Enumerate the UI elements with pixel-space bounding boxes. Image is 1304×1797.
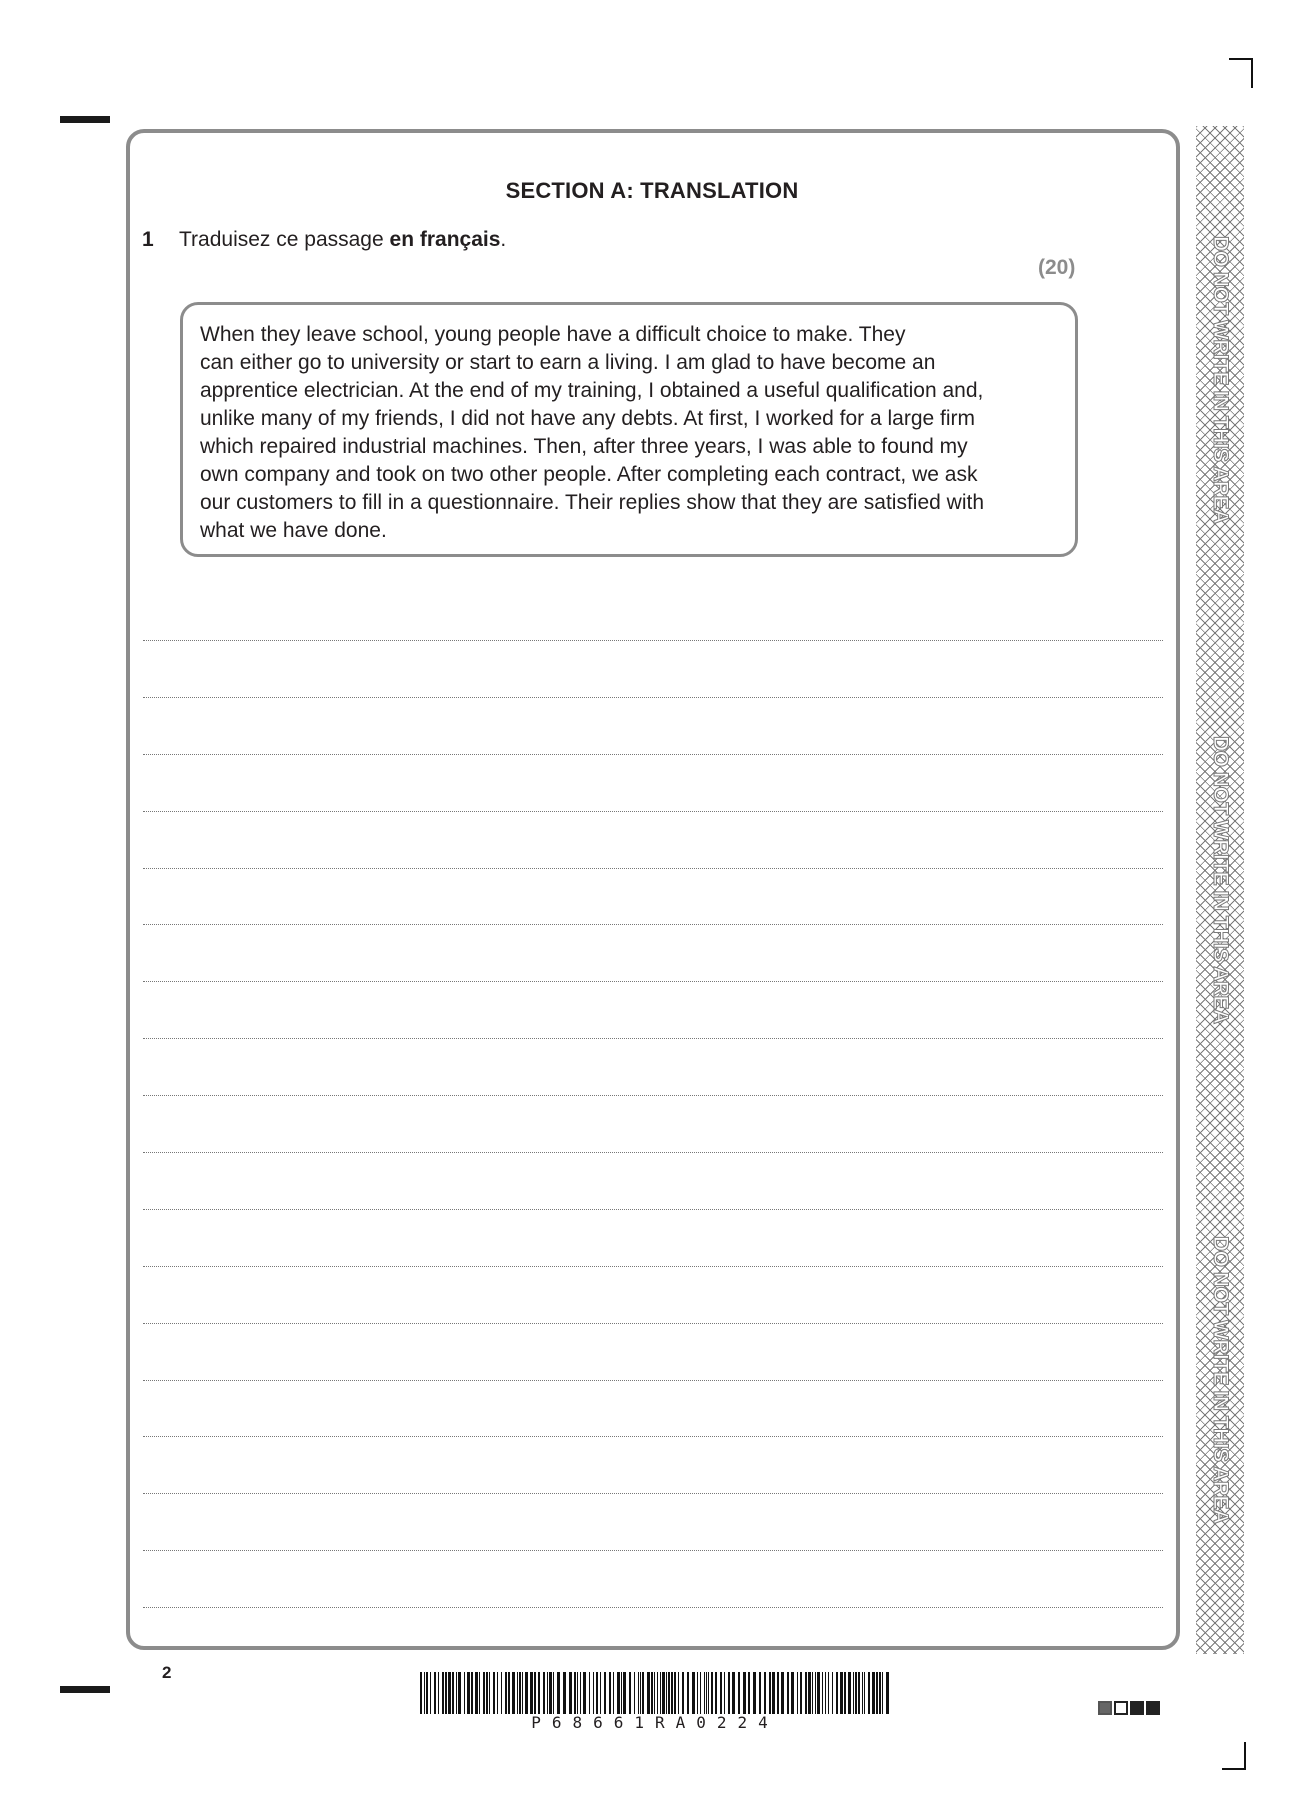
barcode-bar bbox=[836, 1672, 838, 1716]
answer-line[interactable] bbox=[143, 1266, 1163, 1323]
barcode-bar bbox=[812, 1672, 813, 1716]
barcode-bar bbox=[458, 1672, 461, 1716]
barcode-bar bbox=[609, 1672, 611, 1716]
barcode-bar bbox=[621, 1672, 622, 1716]
barcode-bar bbox=[438, 1672, 439, 1716]
barcode-bar bbox=[580, 1672, 581, 1716]
barcode-bar bbox=[848, 1672, 851, 1716]
barcode-bar bbox=[692, 1672, 695, 1716]
barcode-bar bbox=[508, 1672, 510, 1716]
barcode-bar bbox=[724, 1672, 725, 1716]
barcode-bar bbox=[759, 1672, 761, 1716]
answer-line[interactable] bbox=[143, 754, 1163, 811]
barcode-bar bbox=[872, 1672, 875, 1716]
barcode-bar bbox=[497, 1672, 498, 1716]
barcode-bar bbox=[787, 1672, 789, 1716]
passage-box bbox=[180, 302, 1078, 557]
barcode-bar bbox=[706, 1672, 707, 1716]
barcode-bar bbox=[715, 1672, 717, 1716]
barcode-bar bbox=[549, 1672, 552, 1716]
barcode-bar bbox=[815, 1672, 816, 1716]
crop-mark-bottom-right-h bbox=[1222, 1768, 1246, 1770]
barcode-bar bbox=[493, 1672, 495, 1716]
barcode-bar bbox=[647, 1672, 650, 1716]
barcode-bar bbox=[753, 1672, 756, 1716]
barcode-bar bbox=[483, 1672, 485, 1716]
barcode-bar bbox=[682, 1672, 684, 1716]
barcode-bar bbox=[430, 1672, 431, 1716]
barcode-bar bbox=[678, 1672, 679, 1716]
barcode-bar bbox=[687, 1672, 689, 1716]
barcode-bar bbox=[844, 1672, 846, 1716]
barcode-bar bbox=[557, 1672, 560, 1716]
barcode-bar bbox=[534, 1672, 536, 1716]
barcode-bar bbox=[442, 1672, 444, 1716]
barcode-bar bbox=[738, 1672, 740, 1716]
answer-line[interactable] bbox=[143, 1323, 1163, 1380]
answer-lines[interactable] bbox=[143, 640, 1163, 1664]
marker-square bbox=[1130, 1701, 1144, 1715]
barcode-bar bbox=[634, 1672, 635, 1716]
barcode-text: P68661RA0224 bbox=[420, 1714, 890, 1732]
barcode-bar bbox=[808, 1672, 811, 1716]
barcode-bar bbox=[720, 1672, 722, 1716]
barcode-bar bbox=[668, 1672, 670, 1716]
barcode-bar bbox=[424, 1672, 425, 1716]
barcode-bar bbox=[471, 1672, 473, 1716]
barcode-bar bbox=[828, 1672, 829, 1716]
barcode-bar bbox=[886, 1672, 889, 1716]
passage-text: When they leave school, young people have a difficult choice to make. They can either go to university or start to earn a living. I am glad to have become an apprentice electrician. At the end of my training, I obtained a useful qualification and, unlike many of my friends, I did not have any debts. At first, I worked for a large firm which repaired industrial machines. Then, after three years, I was able to found my own company and took on two other people. After completing each contract, we ask our customers to fill in a questionnaire. Their replies show that they are satisfied with what we have done. bbox=[200, 323, 984, 542]
barcode-bar bbox=[791, 1672, 794, 1716]
margin-warning-2: DO NOT WRITE IN THIS AREA bbox=[1209, 736, 1232, 1024]
answer-line[interactable] bbox=[143, 1550, 1163, 1607]
answer-line[interactable] bbox=[143, 1493, 1163, 1550]
barcode-bar bbox=[617, 1672, 620, 1716]
barcode-bar bbox=[589, 1672, 590, 1716]
barcode-bar bbox=[671, 1672, 673, 1716]
barcode-bar bbox=[651, 1672, 653, 1716]
answer-line[interactable] bbox=[143, 697, 1163, 754]
barcode-bar bbox=[596, 1672, 598, 1716]
answer-line[interactable] bbox=[143, 868, 1163, 925]
barcode-bar bbox=[743, 1672, 746, 1716]
barcode-bar bbox=[574, 1672, 576, 1716]
edge-bar-bottom bbox=[60, 1686, 110, 1693]
question-marks: (20) bbox=[1038, 256, 1076, 279]
barcode-bar bbox=[855, 1672, 857, 1716]
barcode-bar bbox=[489, 1672, 490, 1716]
barcode-bar bbox=[525, 1672, 528, 1716]
page-number: 2 bbox=[162, 1663, 172, 1682]
answer-line[interactable] bbox=[143, 1436, 1163, 1493]
margin-warning-3: DO NOT WRITE IN THIS AREA bbox=[1209, 1236, 1232, 1524]
answer-line[interactable] bbox=[143, 1380, 1163, 1437]
barcode-bar bbox=[445, 1672, 447, 1716]
barcode-bar bbox=[822, 1672, 823, 1716]
answer-line[interactable] bbox=[143, 1152, 1163, 1209]
question-number: 1 bbox=[142, 228, 154, 251]
barcode-bar bbox=[569, 1672, 572, 1716]
barcode-bar bbox=[519, 1672, 521, 1716]
barcode-bar bbox=[700, 1672, 701, 1716]
barcode-bar bbox=[805, 1672, 807, 1716]
answer-line[interactable] bbox=[143, 1095, 1163, 1152]
answer-line[interactable] bbox=[143, 1607, 1163, 1664]
answer-line[interactable] bbox=[143, 1038, 1163, 1095]
barcode-bar bbox=[825, 1672, 826, 1716]
barcode-bar bbox=[563, 1672, 566, 1716]
barcode-bar bbox=[501, 1672, 502, 1716]
barcode-bar bbox=[420, 1672, 422, 1716]
barcode-bar bbox=[600, 1672, 601, 1716]
barcode-bar bbox=[654, 1672, 655, 1716]
barcode-bar bbox=[467, 1672, 470, 1716]
barcode-bar bbox=[642, 1672, 644, 1716]
barcode-bar bbox=[797, 1672, 798, 1716]
barcode-bar bbox=[547, 1672, 548, 1716]
barcode-bar bbox=[769, 1672, 771, 1716]
barcode-bar bbox=[864, 1672, 865, 1716]
answer-line[interactable] bbox=[143, 640, 1163, 697]
barcode-bar bbox=[728, 1672, 730, 1716]
crop-mark-top-right-h bbox=[1229, 58, 1253, 60]
barcode-bar bbox=[512, 1672, 515, 1716]
barcode-bar bbox=[666, 1672, 667, 1716]
barcode-bar bbox=[660, 1672, 661, 1716]
barcode-bar bbox=[448, 1672, 451, 1716]
barcode-bar bbox=[434, 1672, 436, 1716]
barcode-bar bbox=[674, 1672, 676, 1716]
answer-line[interactable] bbox=[143, 924, 1163, 981]
barcode-bar bbox=[832, 1672, 833, 1716]
barcode-bar bbox=[858, 1672, 860, 1716]
question-prompt bbox=[179, 228, 506, 252]
barcode-bar bbox=[657, 1672, 658, 1716]
crop-mark-top-right-v bbox=[1251, 58, 1253, 88]
barcode-bar bbox=[772, 1672, 775, 1716]
barcode-bar bbox=[708, 1672, 709, 1716]
barcode-bar bbox=[764, 1672, 766, 1716]
barcode-bar bbox=[862, 1672, 863, 1716]
barcode-bar bbox=[543, 1672, 545, 1716]
answer-line[interactable] bbox=[143, 1209, 1163, 1266]
marker-square bbox=[1098, 1701, 1112, 1715]
prompt-plain: Traduisez ce passage bbox=[179, 228, 390, 251]
barcode-bar bbox=[553, 1672, 554, 1716]
barcode-bar bbox=[697, 1672, 698, 1716]
barcode-bar bbox=[530, 1672, 533, 1716]
prompt-end: . bbox=[500, 228, 507, 251]
barcode-bar bbox=[486, 1672, 488, 1716]
barcode-bar bbox=[613, 1672, 614, 1716]
barcode-bar bbox=[868, 1672, 870, 1716]
marker-square bbox=[1146, 1701, 1160, 1715]
crop-mark-bottom-right-v bbox=[1244, 1742, 1246, 1770]
prompt-bold: en français bbox=[389, 228, 501, 251]
barcode-bar bbox=[464, 1672, 465, 1716]
barcode-bar bbox=[517, 1672, 518, 1716]
barcode-bar bbox=[817, 1672, 820, 1716]
barcode-bar bbox=[638, 1672, 639, 1716]
barcode-bar bbox=[577, 1672, 578, 1716]
section-title: SECTION A: TRANSLATION bbox=[505, 178, 799, 203]
barcode-bar bbox=[882, 1672, 883, 1716]
barcode-bar bbox=[853, 1672, 854, 1716]
barcode-bar bbox=[800, 1672, 802, 1716]
barcode-bar bbox=[662, 1672, 665, 1716]
edge-bar-top bbox=[60, 116, 110, 123]
barcode-bar bbox=[840, 1672, 843, 1716]
barcode-bar bbox=[781, 1672, 784, 1716]
answer-line[interactable] bbox=[143, 981, 1163, 1038]
barcode-bar bbox=[879, 1672, 881, 1716]
barcode-bar bbox=[538, 1672, 540, 1716]
barcode-bar bbox=[623, 1672, 626, 1716]
marker-square bbox=[1114, 1701, 1128, 1715]
answer-line[interactable] bbox=[143, 811, 1163, 868]
margin-warning-1: DO NOT WRITE IN THIS AREA bbox=[1209, 236, 1232, 524]
barcode-bar bbox=[704, 1672, 705, 1716]
barcode-bar bbox=[426, 1672, 428, 1716]
page-marker-squares bbox=[1098, 1701, 1160, 1715]
barcode-bar bbox=[732, 1672, 735, 1716]
barcode-bar bbox=[748, 1672, 750, 1716]
barcode-bar bbox=[711, 1672, 713, 1716]
barcode-bar bbox=[876, 1672, 878, 1716]
barcode-bar bbox=[777, 1672, 779, 1716]
barcode-bar bbox=[629, 1672, 631, 1716]
barcode-bar bbox=[583, 1672, 586, 1716]
barcode-bar bbox=[456, 1672, 457, 1716]
barcode-bar bbox=[452, 1672, 454, 1716]
barcode-bar bbox=[640, 1672, 641, 1716]
barcode-bar bbox=[479, 1672, 480, 1716]
barcode-bar bbox=[522, 1672, 523, 1716]
barcode-bar bbox=[604, 1672, 606, 1716]
barcode-bar bbox=[505, 1672, 507, 1716]
barcode-bar bbox=[475, 1672, 478, 1716]
barcode-bar bbox=[593, 1672, 594, 1716]
